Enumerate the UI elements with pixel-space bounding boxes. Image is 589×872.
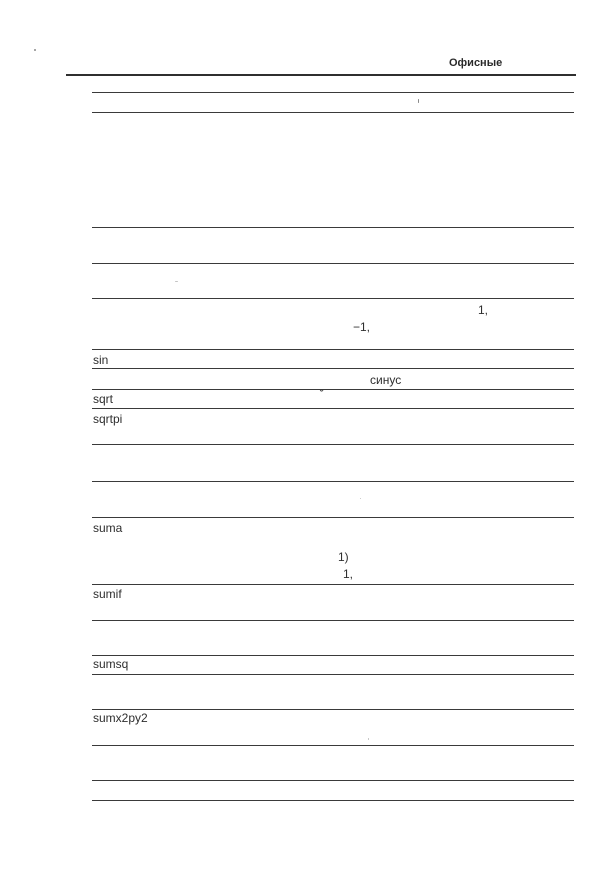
table-rule xyxy=(92,368,574,369)
function-name-suma: suma xyxy=(93,521,123,535)
table-rule xyxy=(92,298,574,299)
table-rule xyxy=(92,800,574,801)
header-rule xyxy=(66,74,576,76)
text-fragment: −1, xyxy=(353,320,371,334)
function-name-sqrt: sqrt xyxy=(93,392,114,406)
table-rule xyxy=(92,517,574,518)
table-rule xyxy=(92,444,574,445)
function-name-sumsq: sumsq xyxy=(93,657,129,671)
function-name-sumx2py2: sumx2py2 xyxy=(93,711,148,725)
table-rule xyxy=(92,709,574,710)
table-rule xyxy=(92,408,574,409)
table-rule xyxy=(92,92,574,93)
text-fragment: 1, xyxy=(478,303,489,317)
scan-speck xyxy=(418,99,419,103)
table-rule xyxy=(92,112,574,113)
table-rule xyxy=(92,349,574,350)
function-name-sumif: sumif xyxy=(93,587,122,601)
table-rule xyxy=(92,780,574,781)
table-rule xyxy=(92,481,574,482)
table-rule xyxy=(92,745,574,746)
function-name-sqrtpi: sqrtpi xyxy=(93,412,123,426)
scan-speck xyxy=(368,738,369,740)
text-fragment: 1, xyxy=(343,567,354,581)
scan-speck xyxy=(360,498,361,499)
scan-speck xyxy=(34,49,36,51)
function-name-sin: sin xyxy=(93,353,109,367)
table-rule xyxy=(92,227,574,228)
page-title: Офисные xyxy=(449,57,503,69)
scan-speck xyxy=(175,281,178,282)
table-rule xyxy=(92,584,574,585)
table-rule xyxy=(92,620,574,621)
table-rule xyxy=(92,389,574,390)
text-fragment: ˘ xyxy=(320,389,324,401)
table-rule xyxy=(92,674,574,675)
text-fragment: 1) xyxy=(338,550,349,564)
table-rule xyxy=(92,655,574,656)
table-rule xyxy=(92,263,574,264)
text-fragment: синус xyxy=(370,373,402,387)
